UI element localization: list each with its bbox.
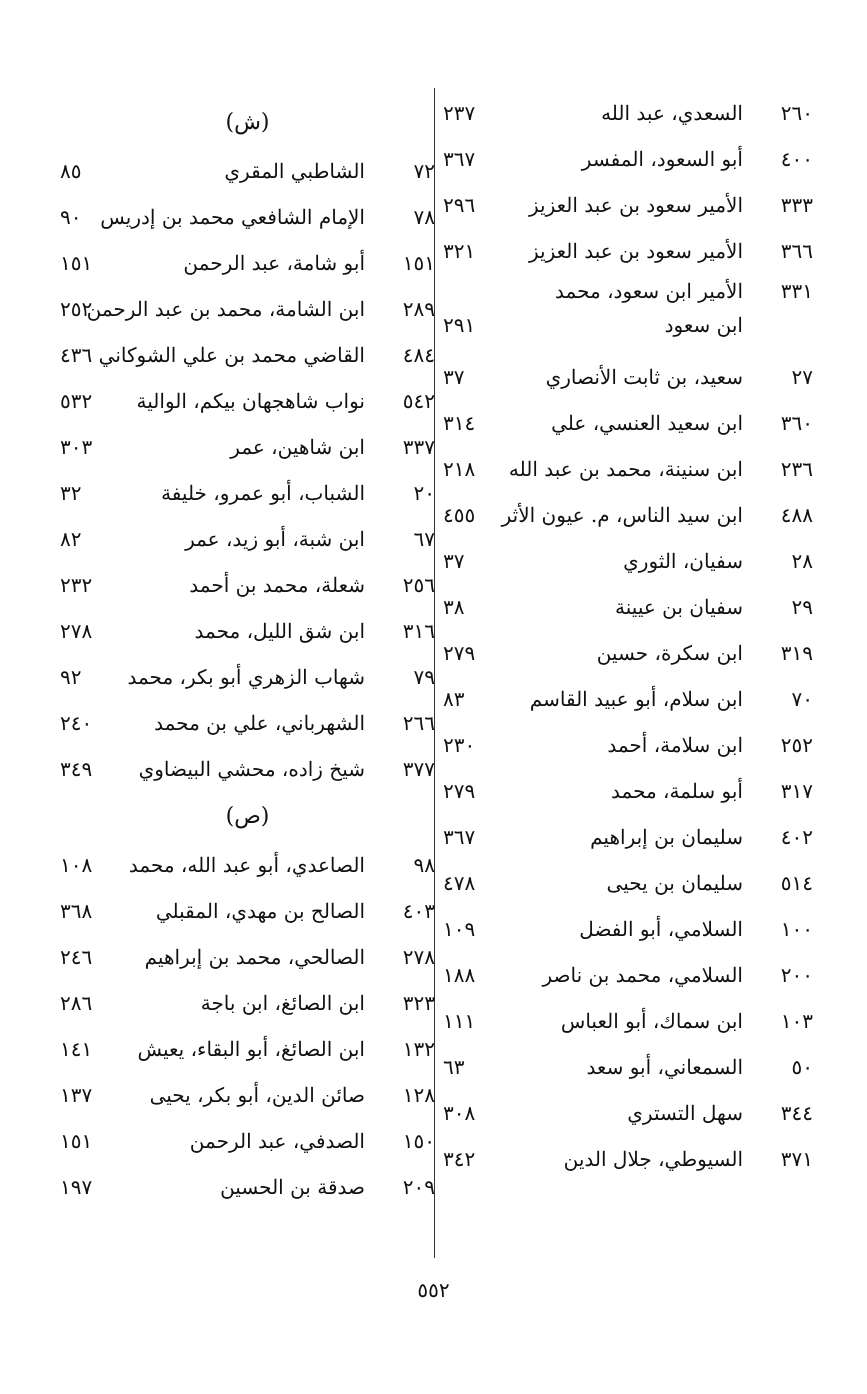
index-entry: [443, 90, 813, 136]
entry-name: ابن سيد الناس، م. عيون الأثر: [501, 503, 743, 527]
entry-name: سليمان بن يحيى: [606, 871, 743, 895]
index-entry: [60, 332, 435, 378]
entry-number: ٣٣٧: [402, 435, 435, 459]
index-entry: [443, 814, 813, 860]
left-column: [60, 98, 435, 1210]
entry-name: صدقة بن الحسين: [220, 1175, 365, 1199]
entry-page: ١٠٨: [60, 853, 93, 877]
index-entry: [60, 934, 435, 980]
entry-name: ابن سعيد العنسي، علي: [551, 411, 743, 435]
entry-number: ٧٩: [413, 665, 435, 689]
entry-name: ابن سكرة، حسين: [596, 641, 743, 665]
index-entry: [60, 1164, 435, 1210]
entry-page: ٢٨٦: [60, 991, 93, 1015]
entry-number: ٤٠٠: [780, 147, 813, 171]
entry-name: الصاعدي، أبو عبد الله، محمد: [128, 853, 365, 877]
entry-name: سفيان، الثوري: [623, 549, 743, 573]
entry-number: ٤٨٤: [402, 343, 435, 367]
index-entry: [60, 1026, 435, 1072]
index-entry: [443, 952, 813, 998]
section-heading-sheen: (ش): [225, 110, 270, 135]
entry-number: ٣٣١: [780, 279, 813, 303]
index-entry: [60, 562, 435, 608]
entry-number: ٣٧١: [780, 1147, 813, 1171]
entry-name: ابن سماك، أبو العباس: [560, 1009, 743, 1033]
index-entry: [443, 998, 813, 1044]
entry-page: ٨٢: [60, 527, 82, 551]
entry-number: ٢٣٦: [780, 457, 813, 481]
entry-name: أبو شامة، عبد الرحمن: [183, 251, 365, 275]
entry-page: ٦٣: [443, 1055, 465, 1079]
entry-number: ٣١٩: [780, 641, 813, 665]
entry-number: ٤٨٨: [780, 503, 813, 527]
entry-name: ابن شق الليل، محمد: [194, 619, 365, 643]
entry-page: ١١١: [443, 1009, 476, 1033]
entry-number: ٢٠٠: [780, 963, 813, 987]
entry-page: ٨٣: [443, 687, 465, 711]
entry-number: ٤٠٢: [780, 825, 813, 849]
index-entry: [443, 722, 813, 768]
entry-page: ١٠٩: [443, 917, 476, 941]
entry-page: ٢٥٢: [60, 297, 93, 321]
entry-page: ١٤١: [60, 1037, 93, 1061]
entry-page: ٢٤٦: [60, 945, 93, 969]
entry-page: ٢٩٦: [443, 193, 476, 217]
entry-number: ٢٨: [791, 549, 813, 573]
entry-name: ابن سلامة، أحمد: [607, 733, 743, 757]
entry-name: سعيد، بن ثابت الأنصاري: [545, 365, 743, 389]
entry-name: ابن شبة، أبو زيد، عمر: [185, 527, 365, 551]
entry-number: ٣٧٧: [402, 757, 435, 781]
entry-number: ٣٤٤: [780, 1101, 813, 1125]
entry-number: ٢٦٠: [780, 101, 813, 125]
entry-number: ٩٨: [413, 853, 435, 877]
entry-number: ٧٢: [413, 159, 435, 183]
index-entry: [60, 1072, 435, 1118]
entry-number: ٦٧: [413, 527, 435, 551]
index-entry: [443, 228, 813, 274]
entry-name: الشاطبي المقري: [224, 159, 365, 183]
entry-number: ٢٠٩: [402, 1175, 435, 1199]
entry-name: الإمام الشافعي محمد بن إدريس: [100, 205, 365, 229]
index-entry: [60, 746, 435, 792]
index-entry: [60, 470, 435, 516]
index-entry: [443, 274, 813, 354]
entry-page: ٣٠٨: [443, 1101, 476, 1125]
entry-page: ٢٩١: [443, 313, 476, 337]
entry-number: ١٠٠: [780, 917, 813, 941]
entry-number: ٢٥٢: [780, 733, 813, 757]
index-entry: [60, 608, 435, 654]
entry-number: ٣٦٦: [780, 239, 813, 263]
entry-number: ٣٦٠: [780, 411, 813, 435]
index-entry: [443, 584, 813, 630]
entry-page: ٤٣٦: [60, 343, 93, 367]
entry-name: شعلة، محمد بن أحمد: [189, 573, 365, 597]
entry-name: السعدي، عبد الله: [601, 101, 743, 125]
entry-number: ٣١٦: [402, 619, 435, 643]
entry-name: الأمير سعود بن عبد العزيز: [528, 239, 743, 263]
index-entry: [60, 240, 435, 286]
entry-page: ٤٥٥: [443, 503, 476, 527]
entry-name: شهاب الزهري أبو بكر، محمد: [127, 665, 365, 689]
entry-name: الأمير سعود بن عبد العزيز: [528, 193, 743, 217]
index-entry: [443, 446, 813, 492]
index-entry: [443, 136, 813, 182]
entry-number: ٥٤٢: [402, 389, 435, 413]
entry-page: ٣٦٨: [60, 899, 93, 923]
right-column: [443, 90, 813, 1182]
entry-name: شيخ زاده، محشي البيضاوي: [138, 757, 365, 781]
entry-name: ابن الصائغ، أبو البقاء، يعيش: [137, 1037, 365, 1061]
index-entry: [60, 888, 435, 934]
entry-name: الشهرباني، علي بن محمد: [154, 711, 365, 735]
entry-page: ٣٠٣: [60, 435, 93, 459]
index-entry: [60, 148, 435, 194]
entry-page: ٣١٤: [443, 411, 476, 435]
index-entry: [60, 842, 435, 888]
index-entry: [60, 654, 435, 700]
index-entry: [60, 424, 435, 470]
entry-page: ٢١٨: [443, 457, 476, 481]
entry-name: سفيان بن عيينة: [615, 595, 743, 619]
entry-number: ١٥١: [402, 251, 435, 275]
entry-name: أبو سلمة، محمد: [611, 779, 743, 803]
entry-page: ٣٧: [443, 549, 465, 573]
entry-name: ابن الصائغ، ابن باجة: [200, 991, 365, 1015]
entry-name: السلامي، أبو الفضل: [579, 917, 743, 941]
index-entry: [60, 516, 435, 562]
entry-name: السيوطي، جلال الدين: [563, 1147, 743, 1171]
entry-number: ١٥٠: [402, 1129, 435, 1153]
entry-page: ٣٢١: [443, 239, 476, 263]
entry-name: ابن الشامة، محمد بن عبد الرحمن: [86, 297, 365, 321]
index-entry: [443, 492, 813, 538]
entry-name: السلامي، محمد بن ناصر: [542, 963, 743, 987]
entry-number: ٢٠: [413, 481, 435, 505]
index-entry: [443, 906, 813, 952]
index-entry: [443, 400, 813, 446]
entry-number: ٢٥٦: [402, 573, 435, 597]
index-entry: [443, 768, 813, 814]
entry-page: ٤٧٨: [443, 871, 476, 895]
entry-name: سليمان بن إبراهيم: [590, 825, 743, 849]
entry-number: ٤٠٣: [402, 899, 435, 923]
entry-page: ٢٧٩: [443, 779, 476, 803]
entry-name: الصالحي، محمد بن إبراهيم: [144, 945, 365, 969]
entry-page: ٣٤٢: [443, 1147, 476, 1171]
index-entry: [60, 980, 435, 1026]
entry-number: ٣٢٣: [402, 991, 435, 1015]
entry-name: سهل التستري: [627, 1101, 743, 1125]
entry-name: الصالح بن مهدي، المقبلي: [155, 899, 365, 923]
entry-name: ابن شاهين، عمر: [230, 435, 365, 459]
entry-page: ٣٦٧: [443, 825, 476, 849]
entry-page: ٩٠: [60, 205, 82, 229]
entry-name: ابن سنينة، محمد بن عبد الله: [508, 457, 743, 481]
entry-name: الأمير ابن سعود، محمد ابن سعود: [555, 279, 743, 337]
entry-number: ٢٧٨: [402, 945, 435, 969]
entry-page: ١٥١: [60, 1129, 93, 1153]
entry-name: نواب شاهجهان بيكم، الوالية: [136, 389, 365, 413]
entry-page: ٣٦٧: [443, 147, 476, 171]
entry-page: ٨٥: [60, 159, 82, 183]
index-entry: [443, 538, 813, 584]
entry-name: صائن الدين، أبو بكر، يحيى: [149, 1083, 365, 1107]
entry-number: ٥٠: [791, 1055, 813, 1079]
index-entry: [443, 676, 813, 722]
entry-number: ٢٩: [791, 595, 813, 619]
entry-page: ٣٧: [443, 365, 465, 389]
entry-number: ١٣٢: [402, 1037, 435, 1061]
entry-number: ١٠٣: [780, 1009, 813, 1033]
entry-name: السمعاني، أبو سعد: [586, 1055, 743, 1079]
index-entry: [443, 1136, 813, 1182]
entry-page: ٢٣٧: [443, 101, 476, 125]
index-entry: [443, 182, 813, 228]
entry-number: ٣١٧: [780, 779, 813, 803]
entry-name: ابن سلام، أبو عبيد القاسم: [529, 687, 743, 711]
entry-page: ١٥١: [60, 251, 93, 275]
entry-page: ٩٢: [60, 665, 82, 689]
entry-number: ٧٠: [791, 687, 813, 711]
entry-number: ٣٣٣: [780, 193, 813, 217]
entry-number: ٢٨٩: [402, 297, 435, 321]
index-entry: [443, 354, 813, 400]
index-entry: [60, 378, 435, 424]
entry-page: ٥٣٢: [60, 389, 93, 413]
index-entry: [443, 860, 813, 906]
page-number: ٥٥٢: [417, 1278, 450, 1302]
entry-page: ٢٧٨: [60, 619, 93, 643]
entry-name: الصدفي، عبد الرحمن: [189, 1129, 365, 1153]
entry-page: ٢٧٩: [443, 641, 476, 665]
index-entry: [60, 700, 435, 746]
entry-page: ٢٣٢: [60, 573, 93, 597]
index-entry: [60, 194, 435, 240]
index-entry: [443, 1090, 813, 1136]
index-entry: [60, 286, 435, 332]
entry-number: ٢٧: [791, 365, 813, 389]
entry-page: ٣٤٩: [60, 757, 93, 781]
entry-name: أبو السعود، المفسر: [581, 147, 743, 171]
section-heading-sad: (ص): [225, 804, 270, 829]
entry-page: ٢٤٠: [60, 711, 93, 735]
entry-number: ١٢٨: [402, 1083, 435, 1107]
entry-number: ٧٨: [413, 205, 435, 229]
entry-page: ١٨٨: [443, 963, 476, 987]
entry-page: ٢٣٠: [443, 733, 476, 757]
index-entry: [443, 1044, 813, 1090]
entry-page: ٣٢: [60, 481, 82, 505]
entry-page: ١٩٧: [60, 1175, 93, 1199]
entry-name: القاضي محمد بن علي الشوكاني: [98, 343, 365, 367]
entry-number: ٥١٤: [780, 871, 813, 895]
index-entry: [60, 1118, 435, 1164]
index-entry: [443, 630, 813, 676]
entry-number: ٢٦٦: [402, 711, 435, 735]
entry-name: الشباب، أبو عمرو، خليفة: [161, 481, 365, 505]
entry-page: ٣٨: [443, 595, 465, 619]
entry-page: ١٣٧: [60, 1083, 93, 1107]
